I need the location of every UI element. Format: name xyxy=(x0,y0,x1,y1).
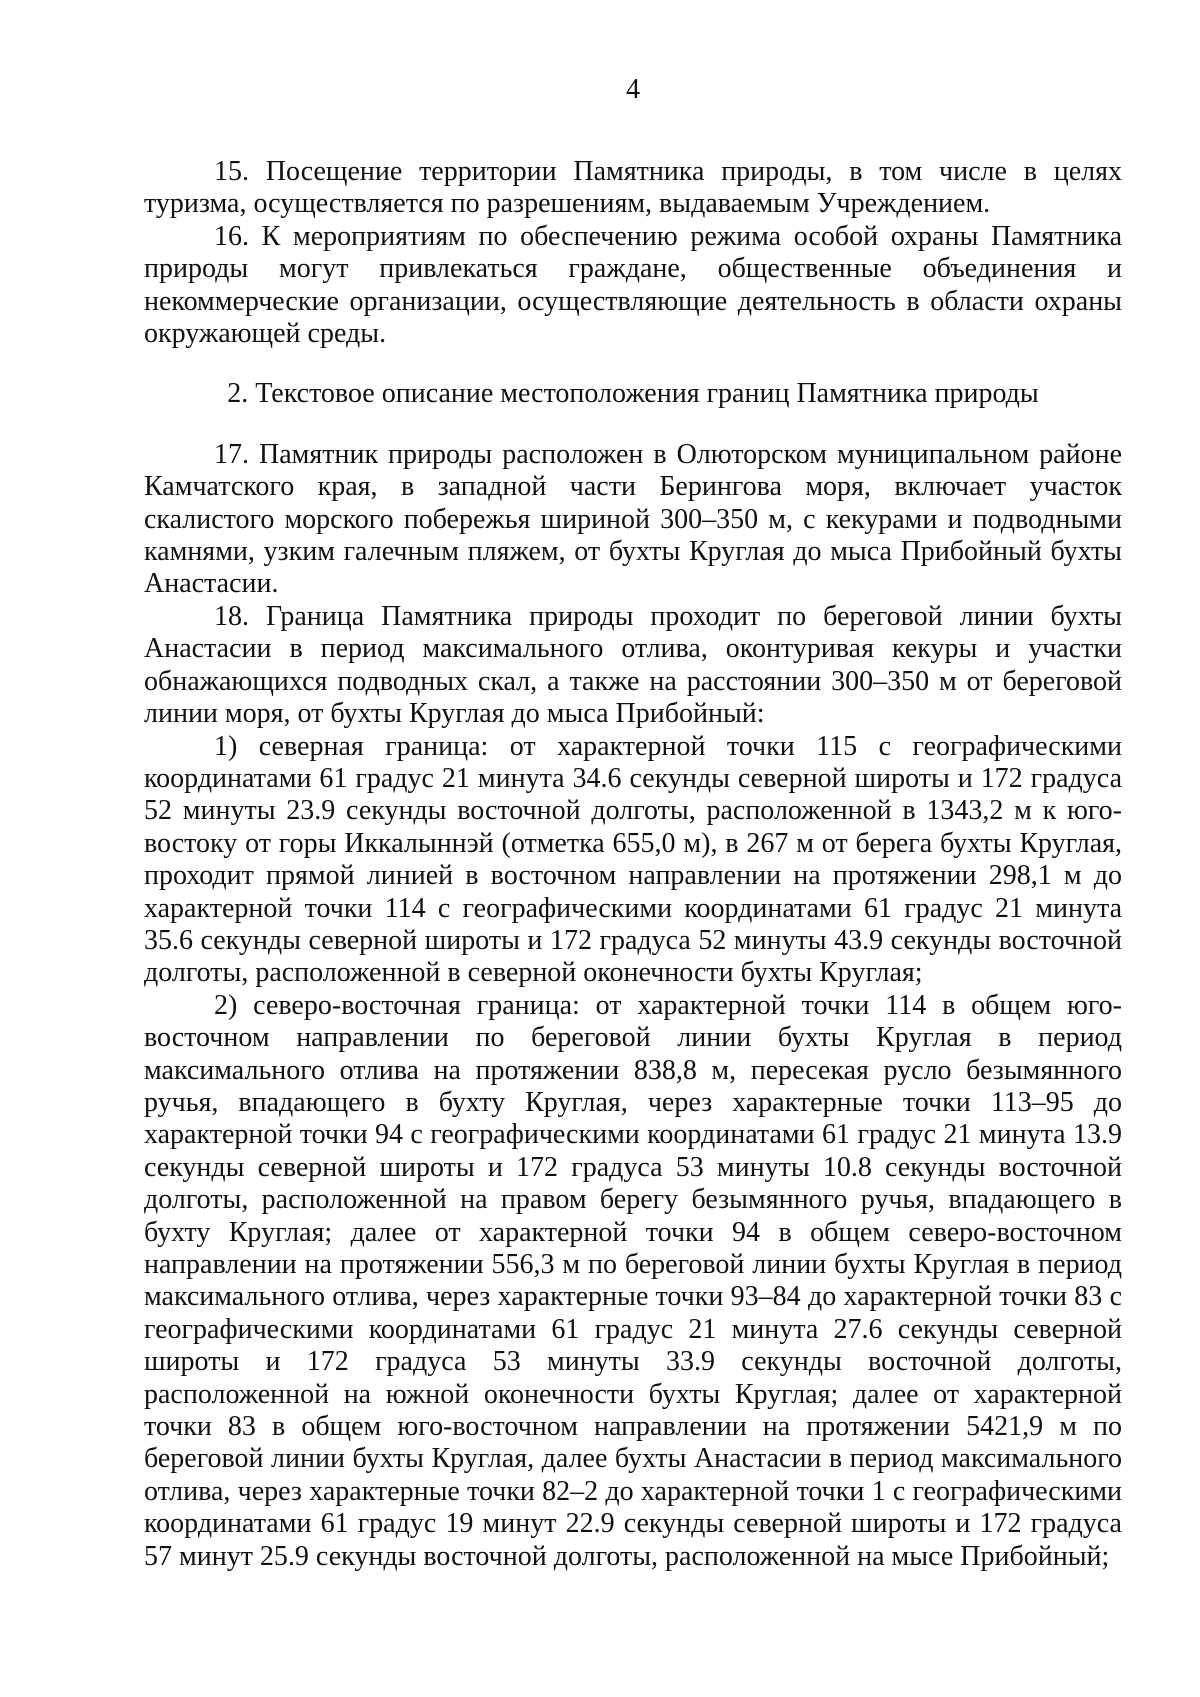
paragraph-17: 17. Памятник природы расположен в Олюторском муниципальном районе Камчатского края, в западной части Берингова моря, включает участок скалистого морского побережья шириной 300–350 м, с кекурами и подводными камнями, узким галечным пляжем, от бухты Круглая до мыса Прибойный бухты Анастасии. xyxy=(144,438,1122,600)
paragraph-15: 15. Посещение территории Памятника природы, в том числе в целях туризма, осуществляется по разрешениям, выдаваемым Учреждением. xyxy=(144,156,1122,220)
page-number: 4 xyxy=(626,74,640,105)
section-heading: 2. Текстовое описание местоположения границ Памятника природы xyxy=(227,378,1039,410)
paragraph-16: 16. К мероприятиям по обеспечению режима особой охраны Памятника природы могут привлекаться граждане, общественные объединения и некоммерческие организации, осуществляющие деятельность в области охраны окружающей среды. xyxy=(144,220,1122,350)
paragraph-northeast-border: 2) северо-восточная граница: от характерной точки 114 в общем юго-восточном направлении по береговой линии бухты Круглая в период максимального отлива на протяжении 838,8 м, пересекая русло безымянного ручья, впадающего в бухту Круглая, через характерные точки 113–95 до характерной точки 94 с географическими координатами 61 градус 21 минута 13.9 секунды северной широты и 172 градуса 53 минуты 10.8 секунды восточной долготы, расположенной на правом берегу безымянного ручья, впадающего в бухту Круглая; далее от характерной точки 94 в общем северо-восточном направлении на протяжении 556,3 м по береговой линии бухты Круглая в период максимального отлива, через характерные точки 93–84 до характерной точки 83 с географическими координатами 61 градус 21 минута 27.6 секунды северной широты и 172 градуса 53 минуты 33.9 секунды восточной долготы, расположенной на южной оконечности бухты Круглая; далее от характерной точки 83 в общем юго-восточном направлении на протяжении 5421,9 м по береговой линии бухты Круглая, далее бухты Анастасии в период максимального отлива, через характерные точки 82–2 до характерной точки 1 с географическими координатами 61 градус 19 минут 22.9 секунды северной широты и 172 градуса 57 минут 25.9 секунды восточной долготы, расположенной на мысе Прибойный; xyxy=(144,989,1122,1572)
paragraph-18: 18. Граница Памятника природы проходит по береговой линии бухты Анастасии в период максимального отлива, оконтуривая кекуры и участки обнажающихся подводных скал, а также на расстоянии 300–350 м от береговой линии моря, от бухты Круглая до мыса Прибойный: xyxy=(144,600,1122,730)
paragraph-north-border: 1) северная граница: от характерной точки 115 с географическими координатами 61 градус 21 минута 34.6 секунды северной широты и 172 градуса 52 минуты 23.9 секунды восточной долготы, расположенной в 1343,2 м к юго-востоку от горы Иккалыннэй (отметка 655,0 м), в 267 м от берега бухты Круглая, проходит прямой линией в восточном направлении на протяжении 298,1 м до характерной точки 114 с географическими координатами 61 градус 21 минута 35.6 секунды северной широты и 172 градуса 52 минуты 43.9 секунды восточной долготы, расположенной в северной оконечности бухты Круглая; xyxy=(144,730,1122,989)
document-body xyxy=(144,156,1122,1573)
document-page xyxy=(144,0,1122,1697)
